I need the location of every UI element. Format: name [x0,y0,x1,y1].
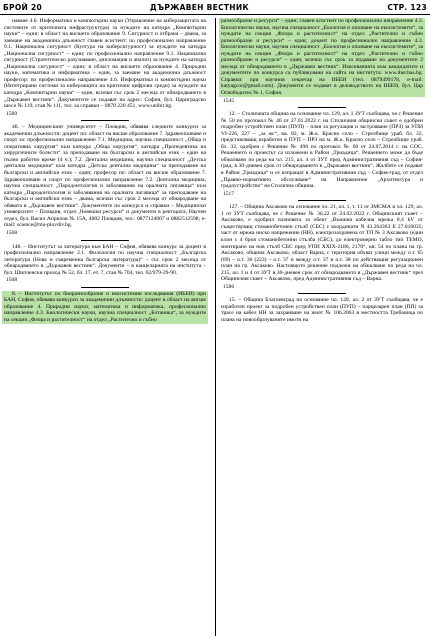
notice-paragraph: наване 4.6. Информатика и компютърни науки (Управление на киберзащитата на системите от критичната инфраструктура) за нуждите на катедра „Компютърни науки“ – един; в област на висшето образование 9. Сигурност и отбрана – двама, за заемане на академична длъжност главен асистент: по професионално направление 9.1. Национална сигурност (Култура на киберсигурност) за нуждите на катедра „Национална сигурност“ – един; по професионално направление 9.1. Национална сигурност (Стратегическо разузнаване, дипломация и анализ) за нуждите на катедра „Национална сигурност“ – един; в област на висшето образование 4. Природни науки, математика и информатика – един, за заемане на академична длъжност професор: по професионално направление 4.6. Информатика и компютърни науки (Интегрирани системи за киберзащита на критични цифрови среди) за нуждите на катедра „Компютърни науки“ – един, всички със срок 2 месеца от обнародването в „Държавен вестник“. Документите се подават на адрес: София, бул. Цариградско шосе № 119, стая № 111, тел. за справки – 0878 220 451, www.unibit.bg. [4,18,206,110]
notice-separator [298,293,346,294]
notice-number: 1586 [223,283,235,290]
notice-paragraph: 8. – Институтът по биоразнообразие и екосистемни изследвания (ИБЕИ) при БАН, София, обявява конкурси за академични длъжности: доцент в област на висше образование 4. Природни науки, математика и информатика, професионално направление 4.3. Биологически науки, научна специалност „Ботаника“, за нуждите на секция „Флора и растителност“ на отдел „Растително и гъбно [4,290,206,323]
notice-separator [298,107,346,108]
newspaper-title: ДЪРЖАВЕН ВЕСТНИК [150,3,249,12]
highlighted-notice [2,291,208,324]
column-divider [215,18,216,636]
notice-paragraph: 12. – Столичната община на основание чл. 129, ал. 1 ЗУТ съобщава, че с Решение № 50 по протокол № 46 от 27.01.2022 г. на Столичния общински съвет е одобрен подробен устройствен план (ПУП) – план за регулация и застрояване (ПРЗ) за УПИ VI-226, 227 – „за жс“, кв. 82, м. Ж.к. Красно село – Стрелбище ураб. бл. 32, представляващ изработен в ПУП – ПРЗ на м. Ж.к. Красно село – Стрелбище ураб. бл. 32, одобрен с Решение № 490 по протокол № 66 от 24.07.2014 г. на СОС. Решението и проектът са изложени в Район „Триадица“. Решението може да бъде обжалвано по реда на чл. 215, ал. 4 от ЗУТ пред Административния съд – София-град, в 30-дневен срок от обнародването в „Държавен вестник“. Жалбите се подават в Район „Триадица“ и се изпращат в Административния съд – София-град, от отдел „Правно-нормативно обслужване“ на Направление „Архитектура и градоустройство“ на Столична община. [221,111,423,190]
notice-paragraph: 148. – Институтът за литература към БАН – София, обявява конкурс за доцент в професионално направление 2.1. Филология по научна специалност „Българска литература (Нова и съвременна българска литература)“ – със срок 2 месеца от обнародването в „Държавен вестник“. Документи – в канцеларията на института – бул. Шипченски проход № 52, бл. 17, ет. 7, стая № 704, тел. 02/979-29-90. [4,243,206,276]
notice-number: 1508 [6,277,18,284]
notice-separator [298,200,346,201]
notice-number: 1560 [6,110,18,117]
notice-separator [81,287,129,288]
page-header [0,0,430,15]
notice-paragraph: 15. – Община Благоевград на основание чл. 128, ал. 2 от ЗУТ съобщава, че е изработен проект за подробен устройствен план (ПУП) – парцеларен план (ПП) за трасе на кабел НН за захранване на имот № 106.2063 в местността Требаница по плана на новообразуваните имоти на [221,297,423,323]
notice-separator [81,240,129,241]
notice-number: 1517 [223,190,235,197]
notice-paragraph: 46. – Медицинският университет – Пловдив, обявява следните конкурси за академични длъжности: доцент по: област на висше образование 7. Здравеопазване и спорт за: професионално направление 7.1. Медицина, научна специалност „Обща и оперативна хирургия“ към катедра „Обща хирургия“, катедра „Пропедевтика на хирургичните болести“ за преподаване на български и английски език – един на пълно работно време (4 ч.); 7.2. Дентална медицина, научна специалност „Детска дентална медицина“ към катедра „Детска дентална медицина“ за преподаване на български и английски език – един; професор по: област на висше образование 7. Здравеопазване и спорт по професионално направление 7.2. Дентална медицина, научна специалност „Пародонтология и заболявания на оралната лигавица“ към катедра „Пародонтология и заболявания на оралната лигавица“ за преподаване на български и английски език – двама, всички със срок 2 месеца от обнародване на обявата в „Държавен вестник“. Документите по конкурса и справки – Медицински университет – Пловдив, отдел „Човешки ресурси“ и документи в ректората, Научен отдел, бул. Васил Априлов № 15А, 4002 Пловдив, тел.: 0877124007 и 0882512598; e-mail: science@mu-plovdiv.bg. [4,124,206,229]
notice-number: 1545 [223,97,235,104]
left-column [4,18,206,324]
highlighted-notice-continued [219,18,425,97]
issue-number: БРОЙ 20 [3,3,43,12]
right-column [221,18,423,324]
notice-number: 1568 [6,229,18,236]
notice-paragraph: разнообразие и ресурси“ – един; главен асистент по професионално направление 4.3. Биологически науки, научна специалност „Екология и опазване на екосистемите“, за нуждите на секция „Флора и растителност“ на отдел „Растително и гъбно разнообразие и ресурси“ – един; доцент по професионално направление 4.3. Биологически науки, научна специалност „Екология и опазване на екосистемите“, за нуждите на секция „Флора и растителност“ на отдел „Растително и гъбно разнообразие и ресурси“ – един, всички със срок за подаване на документите 2 месеца от обнародването в „Държавен вестник“. Изискванията към кандидатите и документите по конкурса са публикувани на сайта на института: www.iber.bas.bg. Справки: при научния секретар на ИБЕИ (тел. 0879499178, e-mail: katyagcor@gmail.com). Документи се подават в деловодството на ИБЕИ, бул. Цар Освободител № 1, София. [221,18,423,97]
notice-paragraph: 127. – Община Аксаково на основание чл. 21, ал. 1, т. 11 от ЗМСМА и чл. 129, ал. 1 от ЗУТ съобщава, че с Решение № 36.22 от 24.02.2022 г. Общинският съвет – Аксаково, е одобрил плановата за обект „Външна кабелна мрежа 0,4 kV от съществуващ стоманобетонен стълб (СБС) с координати N 43.264363 E 27.816035; част от мрежа ниско напрежение (НН), електрозахранена от ТП № 3 Аксаково (един клон с 4 броя стоманобетонни стълба (СБС), до електромерно табло тип ТЕМО, монтирано на нов стълб СБС пред УПИ XXIX-2186, 2170“, кв. 54 по плана на гр. Аксаково, община Аксаково, област Варна, с територия обхват улици между о.т. 65 (69) – о.т. 36 (223) – о.т. 37 и между о.т. 37 и о.т. 38 по действащия регулационен план на гр. Аксаково. Настоящото решение подлежи на обжалване по реда на чл. 215, ал. 1 и 4 от ЗУТ в 30-дневен срок от обнародването в „Държавен вестник“ чрез Общинския съвет – Аксаково, пред Административния съд – Варна. [221,204,423,283]
notice-separator [81,120,129,121]
page-number: СТР. 123 [387,3,427,12]
